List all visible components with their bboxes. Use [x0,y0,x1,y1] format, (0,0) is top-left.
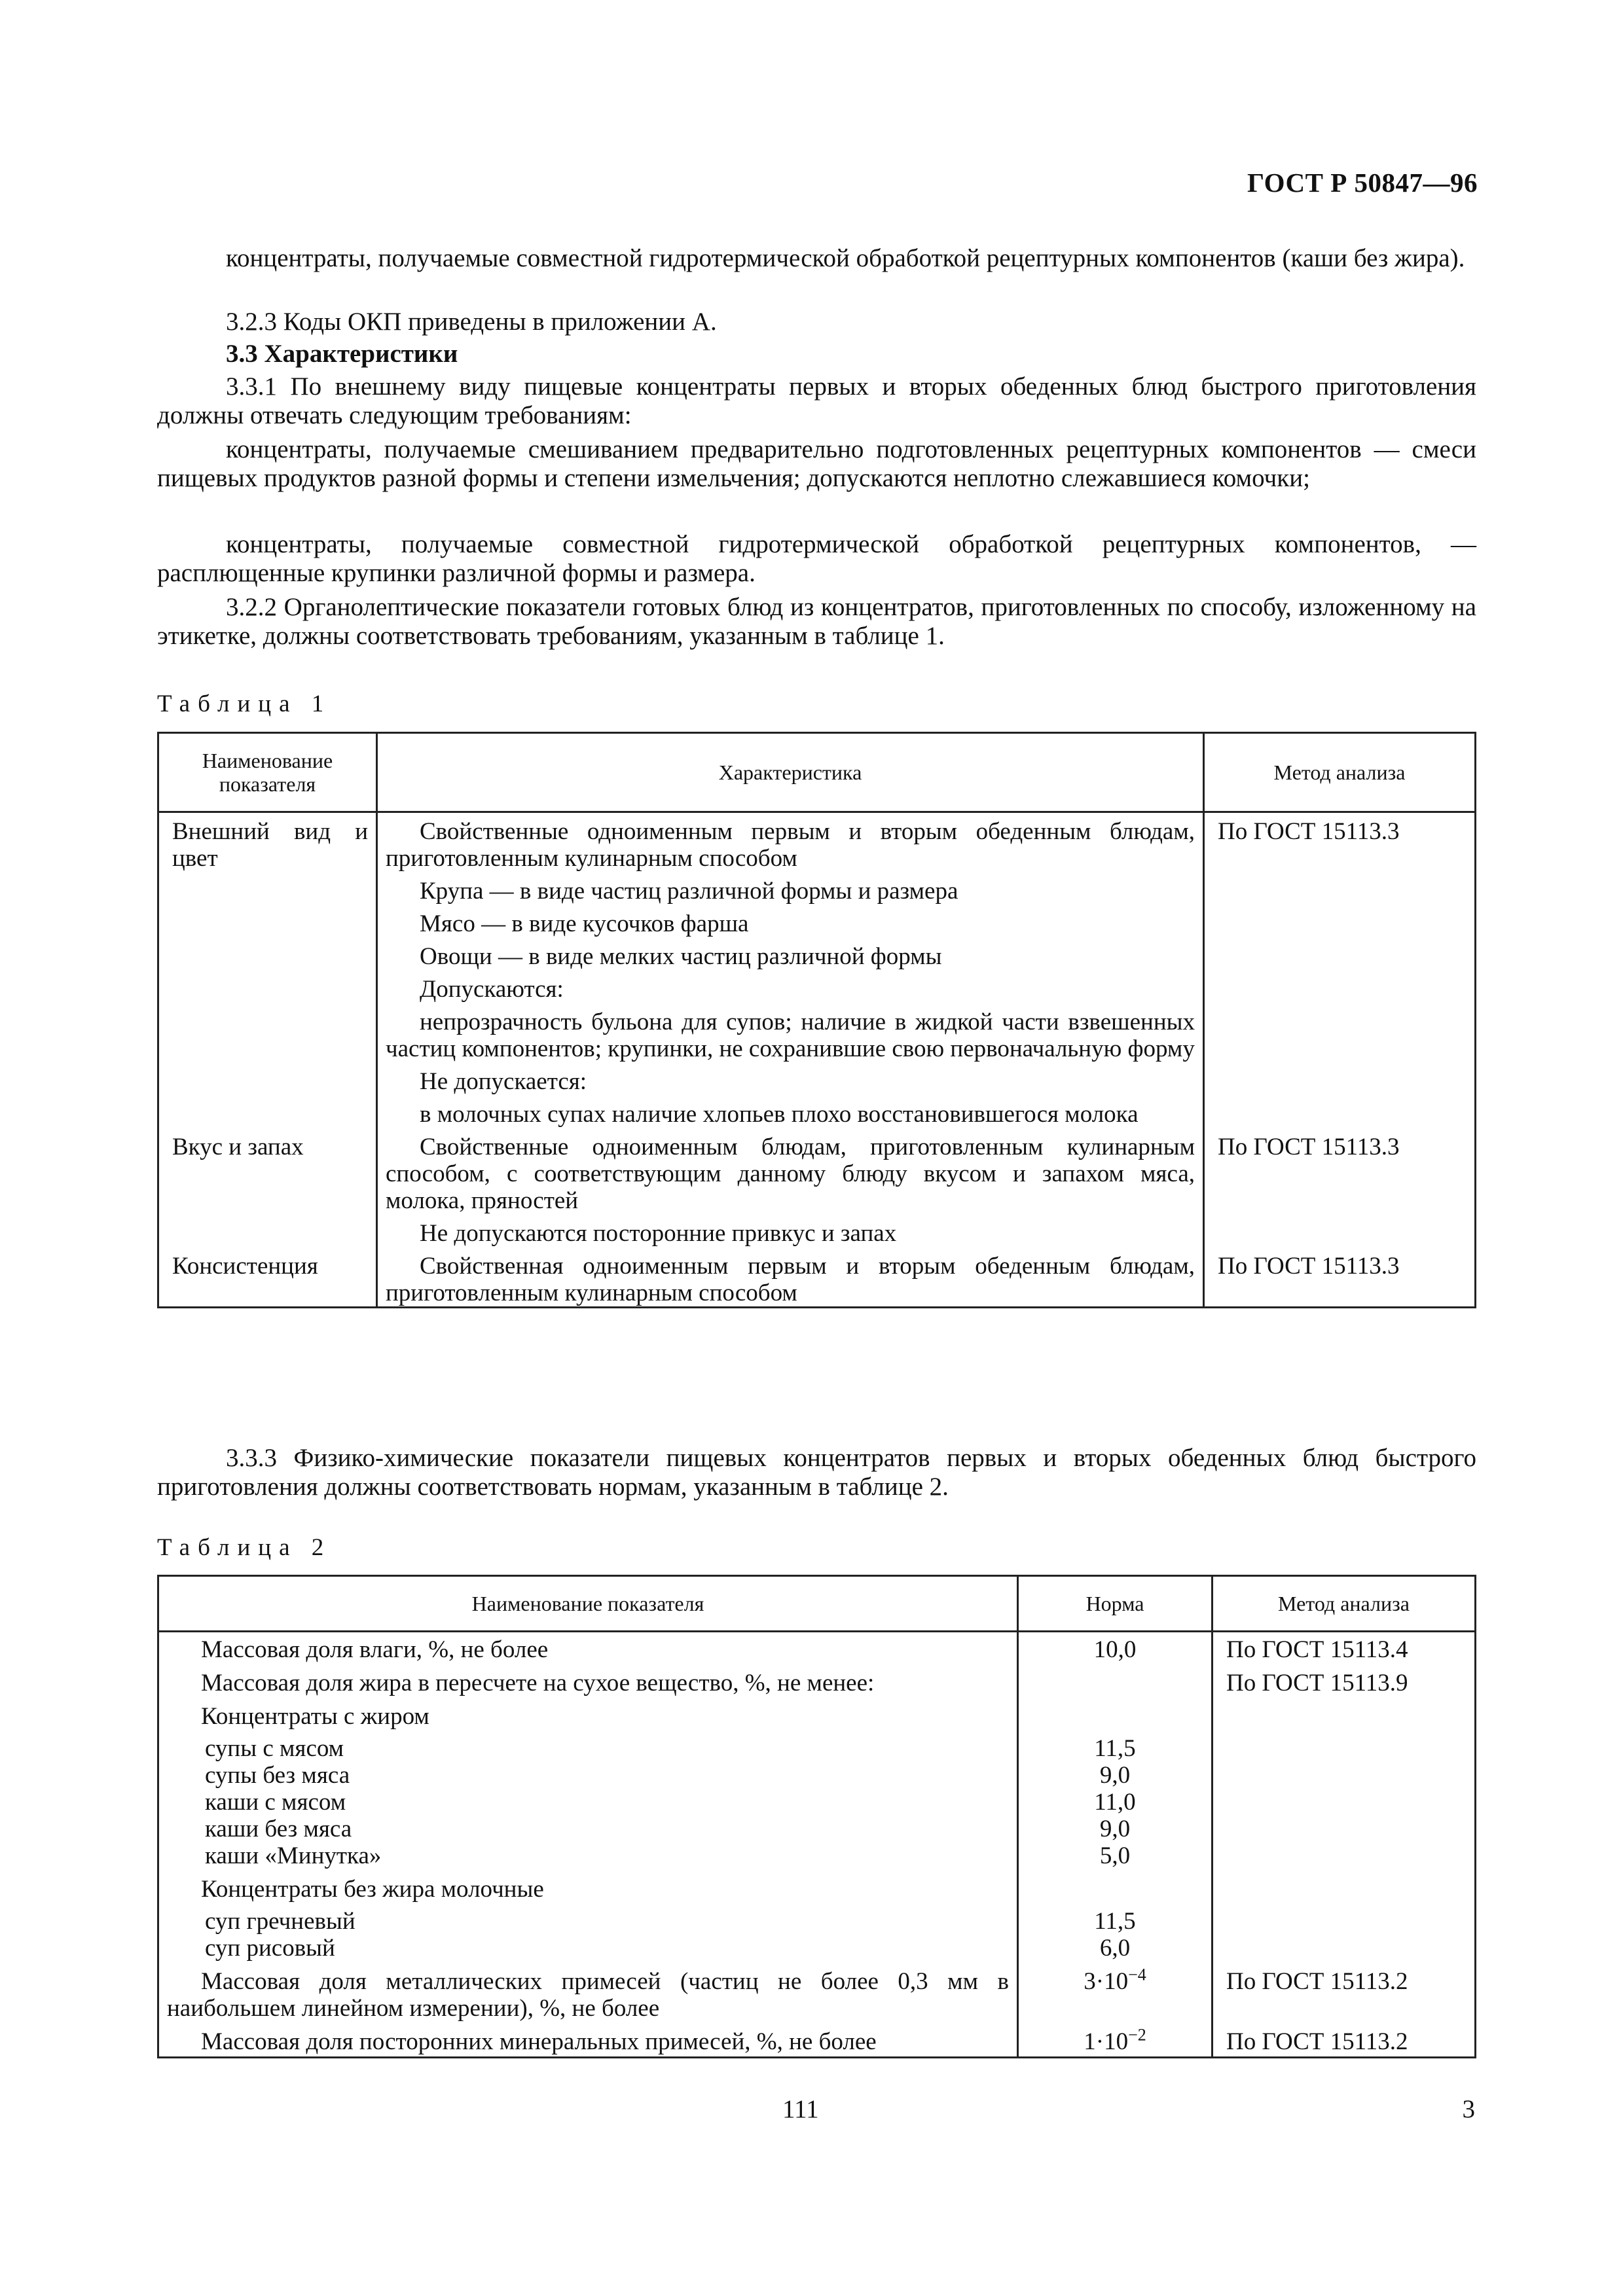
table-1-header-characteristic: Характеристика [377,733,1204,812]
row-name [158,1696,1018,1869]
group-without-fat-title: Концентраты без жира молочные [201,1876,544,1903]
list-item: суп рисовый [205,1935,335,1962]
table-row [158,2022,1476,2058]
list-item: суп гречневый [205,1908,356,1935]
row-method: По ГОСТ 15113.3 [1204,812,1476,1134]
row-name [158,1962,1018,2022]
table-row [158,1253,1476,1308]
fat-label: Массовая доля жира в пересчете на сухое вещество, %, не менее: [201,1670,875,1696]
table-row [158,1134,1476,1253]
row-method [1213,1869,1476,1962]
row-method: По ГОСТ 15113.9 [1213,1663,1476,1696]
paragraph-appearance-requirements: 3.3.1 По внешнему виду пищевые концентраты первых и вторых обеденных блюд быстрого приготовления должны отвечать следующим требованиям: [157,372,1476,429]
row-norm: 10,0 [1018,1632,1213,1664]
table-1-header-name: Наименование показателя [158,733,377,812]
norm-value: 11,5 [1094,1908,1136,1935]
footer-center-number: 111 [782,2095,819,2123]
table-physicochemical [157,1575,1476,2058]
characteristic-line: Крупа — в виде частиц различной формы и размера [420,878,958,905]
standard-header: ГОСТ Р 50847—96 [1247,168,1478,198]
norm-value: 11,0 [1094,1789,1136,1816]
group-without-fat-items [167,1908,1009,1962]
norm-value: 5,0 [1099,1842,1131,1869]
norm-base: 3·10 [1084,1968,1129,1995]
section-heading-characteristics: 3.3 Характеристики [226,340,458,368]
row-characteristic [377,1134,1204,1253]
table-2-header-method: Метод анализа [1213,1576,1476,1632]
row-method: По ГОСТ 15113.2 [1213,1962,1476,2022]
row-characteristic [377,812,1204,1134]
mineral-impurities-label: Массовая доля посторонних минеральных примесей, %, не более [201,2028,877,2055]
metal-impurities-label: Массовая доля металлических примесей (частиц не более 0,3 мм в наибольшем линейном измерении), %, не более [167,1968,1009,2022]
row-norm [1018,1663,1213,1696]
list-item: супы без мяса [205,1762,350,1789]
paragraph-mixed-concentrates: концентраты, получаемые смешиванием предварительно подготовленных рецептурных компонентов — смеси пищевых продуктов разной формы и степени измельчения; допускаются неплотно слежавшиеся комочки; [157,435,1476,492]
norm-base: 1·10 [1084,2028,1129,2055]
row-name [158,1869,1018,1962]
row-method: По ГОСТ 15113.4 [1213,1632,1476,1664]
list-item: супы с мясом [205,1735,344,1762]
row-norm [1018,2022,1213,2058]
characteristic-line: непрозрачность бульона для супов; наличие в жидкой части взвешенных частиц компонентов; крупинки, не сохранившие свою первоначальную форму [386,1009,1195,1062]
row-norm [1018,1869,1213,1962]
table-row [158,1663,1476,1696]
norm-value: 6,0 [1099,1935,1131,1962]
table-row [158,1632,1476,1664]
table-row [158,1869,1476,1962]
row-norm [1018,1962,1213,2022]
norm-value: 9,0 [1099,1762,1131,1789]
norm-exponent: −2 [1128,2025,1146,2045]
table-organoleptic [157,732,1476,1308]
row-method: По ГОСТ 15113.2 [1213,2022,1476,2058]
row-method [1213,1696,1476,1869]
moisture-label: Массовая доля влаги, %, не более [201,1636,549,1663]
table-1-label: Таблица 1 [157,691,332,717]
list-item: каши «Минутка» [205,1842,382,1869]
group-with-fat-title: Концентраты с жиром [201,1703,429,1730]
table-2-header-name: Наименование показателя [158,1576,1018,1632]
table-row [158,1696,1476,1869]
table-row [158,1962,1476,2022]
paragraph-organoleptic: 3.2.2 Органолептические показатели готовых блюд из концентратов, приготовленных по способу, изложенному на этикетке, должны соответствовать требованиям, указанным в таблице 1. [157,593,1476,650]
norm-value: 9,0 [1099,1816,1131,1842]
table-row [158,812,1476,1134]
paragraph-concentrates-no-fat [157,244,1476,273]
characteristic-line: Свойственная одноименным первым и вторым обеденным блюдам, приготовленным кулинарным способом [386,1253,1195,1306]
characteristic-line: Допускаются: [420,976,564,1003]
row-method: По ГОСТ 15113.3 [1204,1134,1476,1253]
characteristic-line: Овощи — в виде мелких частиц различной формы [420,943,942,970]
page-number: 3 [1462,2095,1475,2123]
norm-exponent: −4 [1128,1965,1146,1984]
row-norm [1018,1696,1213,1869]
characteristic-line: в молочных супах наличие хлопьев плохо восстановившегося молока [420,1101,1139,1128]
paragraph-hydrothermal-concentrates: концентраты, получаемые совместной гидротермической обработкой рецептурных компонентов, — расплющенные крупинки различной формы и размера. [157,530,1476,587]
paragraph-physicochemical: 3.3.3 Физико-химические показатели пищевых концентратов первых и вторых обеденных блюд быстрого приготовления должны соответствовать нормам, указанным в таблице 2. [157,1444,1476,1501]
row-name: Внешний вид и цвет [158,812,377,1134]
row-name [158,2022,1018,2058]
row-characteristic [377,1253,1204,1308]
group-with-fat-items [167,1735,1009,1869]
table-2-header-norm: Норма [1018,1576,1213,1632]
list-item: каши без мяса [205,1816,352,1842]
table-2-label: Таблица 2 [157,1534,332,1561]
characteristic-line: Не допускается: [420,1068,587,1095]
row-name [158,1663,1018,1696]
characteristic-line: Мясо — в виде кусочков фарша [420,910,749,937]
table-1-header-method: Метод анализа [1204,733,1476,812]
row-method: По ГОСТ 15113.3 [1204,1253,1476,1308]
characteristic-line: Не допускаются посторонние привкус и запах [420,1220,897,1247]
characteristic-line: Свойственные одноименным блюдам, приготовленным кулинарным способом, с соответствующим данному блюду вкусом и запахом мяса, молока, пряностей [386,1134,1195,1214]
row-name [158,1632,1018,1664]
row-name: Консистенция [158,1253,377,1308]
paragraph-okp-codes: 3.2.3 Коды ОКП приведены в приложении А. [226,308,717,336]
paragraph-text: концентраты, получаемые совместной гидротермической обработкой рецептурных компонентов (каши без жира). [226,244,1465,272]
characteristic-line: Свойственные одноименным первым и вторым обеденным блюдам, приготовленным кулинарным способом [386,818,1195,872]
norm-value: 11,5 [1094,1735,1136,1762]
row-name: Вкус и запах [158,1134,377,1253]
list-item: каши с мясом [205,1789,346,1816]
